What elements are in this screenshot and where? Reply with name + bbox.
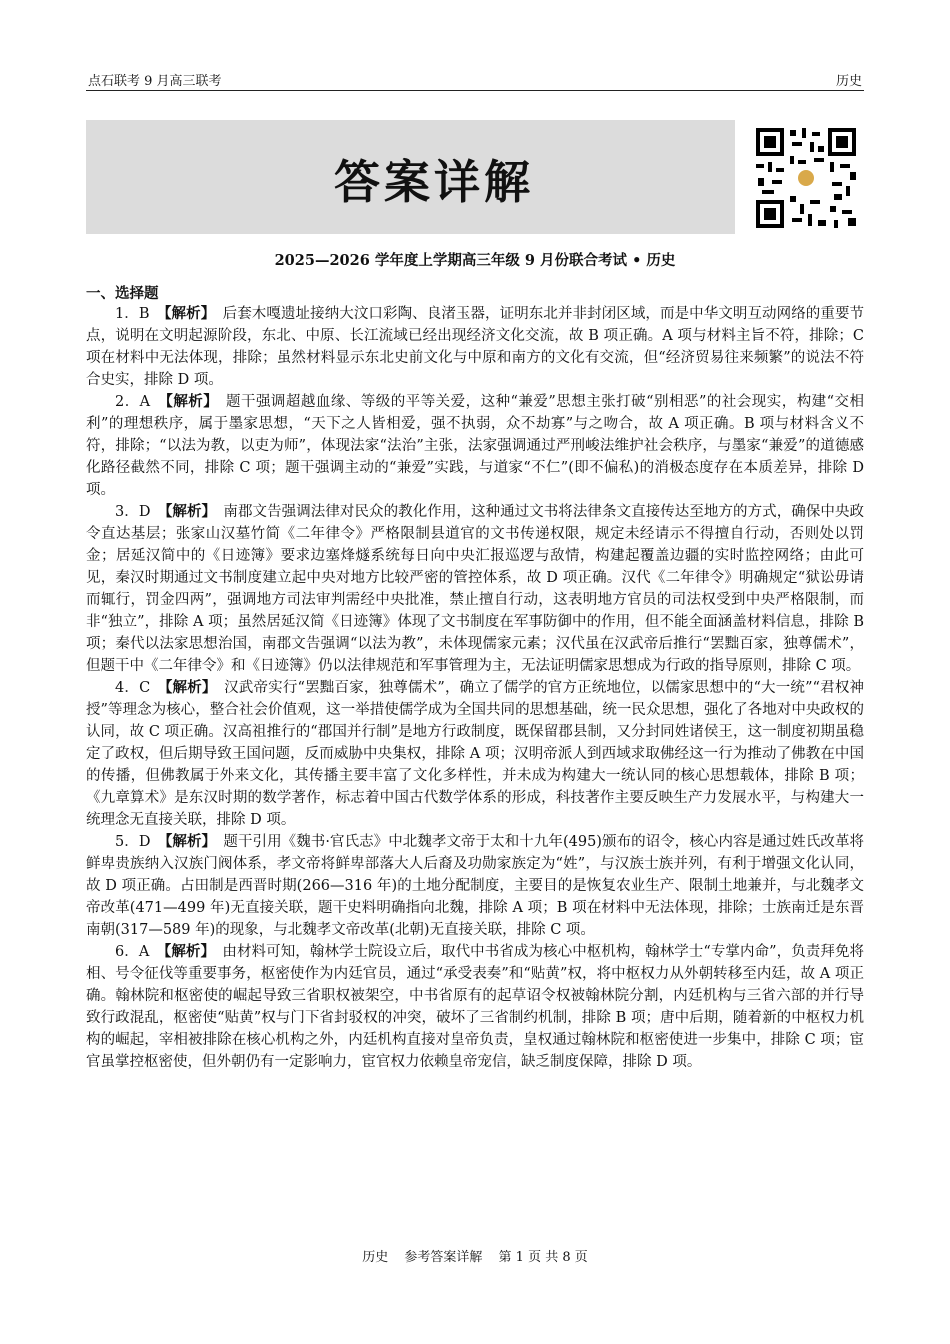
list-item xyxy=(86,391,864,501)
analysis-tag: 【解析】 xyxy=(164,305,209,322)
analysis-tag: 【解析】 xyxy=(165,393,212,410)
analysis-text: 由材料可知，翰林学士院设立后，取代中书省成为核心中枢机构，翰林学士“专掌内命”，负责拜免将相、号令征伐等重要事务，枢密使作为内廷官员，通过“承受表奏”和“贴黄”权，将中枢权力从外朝转移至内廷，故 A 项正确。翰林院和枢密使的崛起导致三省职权被架空，中书省原有的起草诏令权被翰林院分割，内廷机构与三省六部的并行导致行政混乱，枢密使“贴黄”权与门下省封驳权的冲突，破坏了三省制约机制，排除 B 项；唐中后期，随着新的中枢权力机构的崛起，宰相被排除在核心机构之外，内廷机构直接对皇帝负责，皇权通过翰林院和枢密使进一步集中，排除 C 项；宦官虽掌控枢密使，但外朝仍有一定影响力，宦官权力依赖皇帝宠信，缺乏制度保障，排除 D 项。 xyxy=(86,944,865,1070)
page-title: 答案详解 xyxy=(334,155,534,209)
section-heading: 一、选择题 xyxy=(86,285,159,302)
answer-number: 4．C xyxy=(115,680,151,696)
header-subject: 历史 xyxy=(835,74,862,89)
analysis-text: 题干引用《魏书·官氏志》中北魏孝文帝于太和十九年(495)颁布的诏令，核心内容是通过姓氏改革将鲜卑贵族纳入汉族门阀体系，孝文帝将鲜卑部落大人后裔及功勋家族定为“姓”，与汉族士族并列，有利于增强文化认同，故 D 项正确。占田制是西晋时期(266—316 年)的土地分配制度，主要目的是恢复农业生产、限制土地兼并，与北魏孝文帝改革(471—499 年)无直接关联，题干史料明确指向北魏，排除 A 项；B 项在材料中无法体现，排除；士族南迁是东晋南朝(317—589 年)的现象，与北魏孝文帝改革(北朝)无直接关联，排除 C 项。 xyxy=(86,834,865,938)
analysis-text: 题干强调超越血缘、等级的平等关爱，这种“兼爱”思想主张打破“别相恶”的社会现实，构建“交相利”的理想秩序，属于墨家思想，“天下之人皆相爱，强不执弱，众不劫寡”与之吻合，故 A 项正确。B 项与材料含义不符，排除；“以法为教，以吏为师”，体现法家“法治”主张，法家强调通过严刑峻法维护社会秩序，与墨家“兼爱”的道德感化路径截然不同，排除 C 项；题干强调主动的“兼爱”实践，与道家“不仁”(即不偏私)的消极态度存在本质差异，排除 D 项。 xyxy=(86,394,865,498)
qr-code-icon xyxy=(754,126,858,230)
footer-subject: 历史 xyxy=(362,1250,389,1265)
running-header xyxy=(86,68,864,91)
analysis-tag: 【解析】 xyxy=(165,503,209,520)
answer-number: 1．B xyxy=(115,306,150,322)
title-banner xyxy=(86,120,735,234)
exam-subtitle: 2025—2026 学年度上学期高三年级 9 月份联合考试 • 历史 xyxy=(274,252,676,269)
footer-page-number: 第 1 页 共 8 页 xyxy=(498,1250,588,1265)
answer-number: 5．D xyxy=(115,834,151,850)
header-exam-name: 点石联考 9 月高三联考 xyxy=(88,74,222,89)
analysis-tag: 【解析】 xyxy=(165,833,209,850)
answer-number: 2．A xyxy=(115,394,151,410)
list-item xyxy=(86,941,864,1073)
answer-number: 6．A xyxy=(115,944,150,960)
analysis-tag: 【解析】 xyxy=(165,679,210,696)
page-footer xyxy=(0,1246,950,1265)
footer-doc-name: 参考答案详解 xyxy=(404,1250,483,1265)
analysis-text: 汉武帝实行“罢黜百家，独尊儒术”，确立了儒学的官方正统地位，以儒家思想中的“大一统”“君权神授”等理念为核心，整合社会价值观，这一举措使儒学成为全国共同的思想基础，统一民众思想，强化了各地对中央政权的认同，故 C 项正确。汉高祖推行的“郡国并行制”是地方行政制度，既保留郡县制，又分封同姓诸侯王，这一制度初期虽稳定了政权，但后期导致王国问题，反而威胁中央集权，排除 A 项；汉明帝派人到西域求取佛经这一行为推动了佛教在中国的传播，但佛教属于外来文化，其传播主要丰富了文化多样性，并未成为构建大一统认同的核心思想载体，排除 B 项；《九章算术》是东汉时期的数学著作，标志着中国古代数学体系的形成，科技著作主要反映生产力发展水平，与构建大一统理念无直接关联，排除 D 项。 xyxy=(86,680,865,828)
analysis-text: 后套木嘎遗址接纳大汶口彩陶、良渚玉器，证明东北并非封闭区域，而是中华文明互动网络的重要节点，说明在文明起源阶段，东北、中原、长江流域已经出现经济文化交流，故 B 项正确。A 项与材料主旨不符，排除；C 项在材料中无法体现，排除；虽然材料显示东北史前文化与中原和南方的文化有交流，但“经济贸易往来频繁”的说法不符合史实，排除 D 项。 xyxy=(86,306,865,388)
analysis-tag: 【解析】 xyxy=(164,943,208,960)
list-item xyxy=(86,501,864,677)
list-item xyxy=(86,677,864,831)
list-item xyxy=(86,303,864,391)
answer-list xyxy=(86,303,864,1073)
list-item xyxy=(86,831,864,941)
answer-number: 3．D xyxy=(115,504,151,520)
analysis-text: 南郡文告强调法律对民众的教化作用，这种通过文书将法律条文直接传达至地方的方式，确保中央政令直达基层；张家山汉墓竹简《二年律令》严格限制县道官的文书传递权限，规定未经请示不得擅自行动，否则处以罚金；居延汉简中的《日迹簿》要求边塞烽燧系统每日向中央汇报巡逻与敌情，构建起覆盖边疆的实时监控网络；由此可见，秦汉时期通过文书制度建立起中央对地方比较严密的管控体系，故 D 项正确。汉代《二年律令》明确规定“狱讼毋请而辄行，罚金四两”，强调地方司法审判需经中央批准，禁止擅自行动，这表明地方官员的司法权受到中央严格限制，而非“独立”，排除 A 项；虽然居延汉简《日迹簿》体现了文书制度在军事防御中的作用，但不能全面涵盖材料信息，排除 B 项；秦代以法家思想治国，南郡文告强调“以法为教”，未体现儒家元素；汉代虽在汉武帝后推行“罢黜百家，独尊儒术”，但题干中《二年律令》和《日迹簿》仍以法律规范和军事管理为主，无法证明儒家思想成为行政的指导原则，排除 C 项。 xyxy=(86,504,865,674)
